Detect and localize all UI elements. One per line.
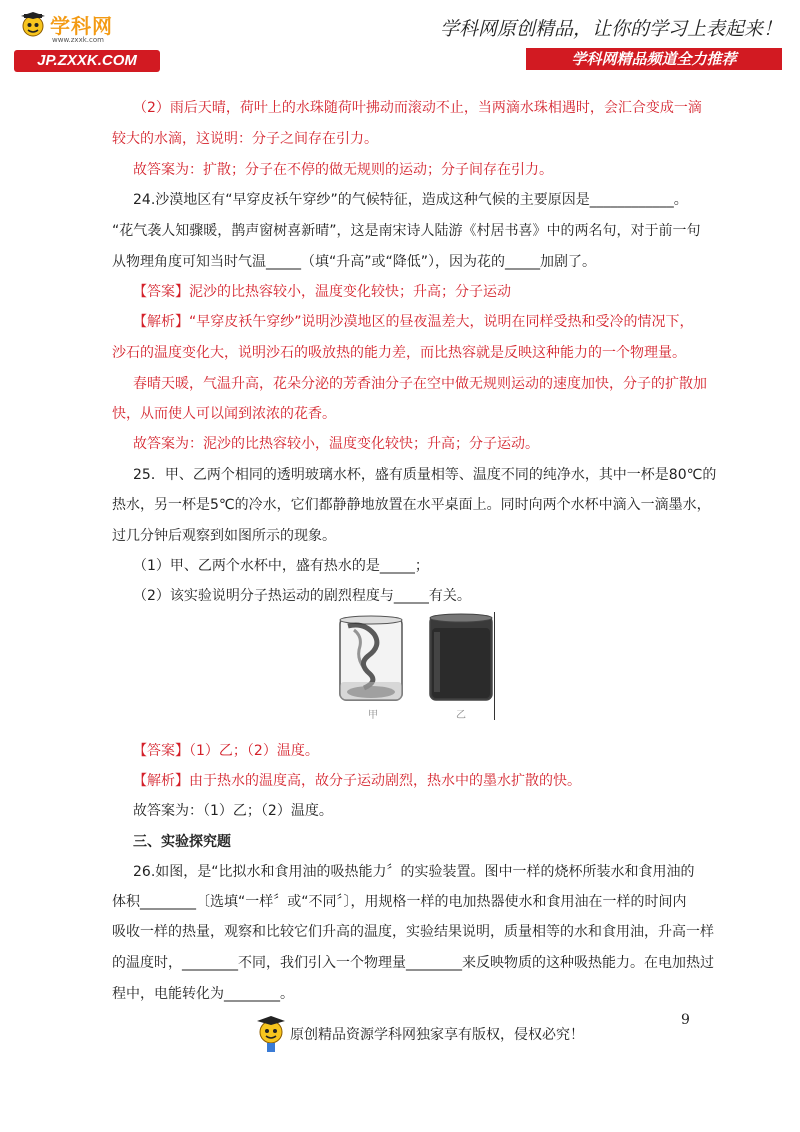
text-line: 沙石的温度变化大，说明沙石的吸放热的能力差，而比热容就是反映这种能力的一个物理量。 — [112, 345, 686, 361]
question-24: 24.沙漠地区有“早穿皮袄午穿纱”的气候特征，造成这种气候的主要原因是____________。 — [133, 192, 688, 208]
analysis-25: 【解析】由于热水的温度高，故分子运动剧烈，热水中的墨水扩散的快。 — [133, 773, 581, 789]
mascot-icon — [20, 12, 46, 38]
beaker-right — [430, 614, 492, 700]
text-line: 体积________〔选填“一样〞或“不同〞〕，用规格一样的电加热器使水和食用油在一样的时间内 — [112, 894, 687, 910]
text-line: 过几分钟后观察到如图所示的现象。 — [112, 528, 336, 544]
beaker-left — [340, 616, 402, 700]
text-line: （2）雨后天晴，荷叶上的水珠随荷叶拂动而滚动不止，当两滴水珠相遇时，会汇合变成一滴 — [133, 100, 702, 116]
text-line: （2）该实验说明分子热运动的剧烈程度与_____有关。 — [133, 588, 471, 604]
text-line: 程中，电能转化为________。 — [112, 986, 294, 1002]
beaker-right-label: 乙 — [456, 710, 466, 721]
text-line: 故答案为：扩散；分子在不停的做无规则的运动；分子间存在引力。 — [133, 162, 553, 178]
text-line: 故答案为：（1）乙；（2）温度。 — [133, 803, 333, 819]
text-line: 故答案为：泥沙的比热容较小，温度变化较快；升高；分子运动。 — [133, 436, 539, 452]
analysis-24: 【解析】“早穿皮袄午穿纱”说明沙漠地区的昼夜温差大，说明在同样受热和受冷的情况下， — [133, 314, 694, 330]
text-line: 热水，另一杯是5℃的冷水，它们都静静地放置在水平桌面上。同时向两个水杯中滴入一滴墨水， — [112, 497, 711, 513]
logo-url: www.zxxk.com — [52, 36, 104, 44]
answer-24: 【答案】泥沙的比热容较小，温度变化较快；升高；分子运动 — [133, 284, 511, 300]
footer-copyright: 原创精品资源学科网独家享有版权，侵权必究！ — [290, 1027, 584, 1043]
beaker-figure — [334, 612, 504, 722]
mascot-icon — [256, 1014, 286, 1054]
text-line: 从物理角度可知当时气温_____（填“升高”或“降低”），因为花的_____加剧了。 — [112, 254, 597, 270]
question-25: 25．甲、乙两个相同的透明玻璃水杯，盛有质量相等、温度不同的纯净水，其中一杯是80℃的 — [133, 467, 717, 483]
zxxk-logo[interactable] — [14, 10, 164, 72]
answer-25: 【答案】（1）乙；（2）温度。 — [133, 743, 319, 759]
logo-name: 学科网 — [50, 14, 113, 38]
header-banner[interactable]: 学科网精品频道全力推荐 — [526, 48, 782, 70]
text-line: 春晴天暖，气温升高，花朵分泌的芳香油分子在空中做无规则运动的速度加快，分子的扩散加 — [133, 376, 707, 392]
section-heading: 三、实验探究题 — [133, 834, 231, 850]
text-line: “花气袭人知骤暖，鹊声窗树喜新晴”，这是南宋诗人陆游《村居书喜》中的两名句，对于前一句 — [112, 223, 701, 239]
text-line: 快，从而使人可以闻到浓浓的花香。 — [112, 406, 336, 422]
header-slogan: 学科网原创精品，让你的学习上表起来！ — [439, 18, 782, 40]
page-number: 9 — [681, 1012, 690, 1028]
beaker-left-label: 甲 — [368, 710, 378, 721]
page-header — [0, 0, 800, 80]
text-line: 的温度时，________不同，我们引入一个物理量________来反映物质的这种吸热能力。在电加热过 — [112, 955, 714, 971]
text-line: 较大的水滴，这说明：分子之间存在引力。 — [112, 131, 378, 147]
text-line: （1）甲、乙两个水杯中，盛有热水的是_____； — [133, 558, 429, 574]
logo-bar-text: JP.ZXXK.COM — [37, 52, 137, 69]
question-26: 26.如图，是“比拟水和食用油的吸热能力〞的实验装置。图中一样的烧杯所装水和食用油的 — [133, 864, 695, 880]
text-line: 吸收一样的热量，观察和比较它们升高的温度，实验结果说明，质量相等的水和食用油，升高一样 — [112, 924, 714, 940]
figure-divider — [494, 612, 495, 720]
